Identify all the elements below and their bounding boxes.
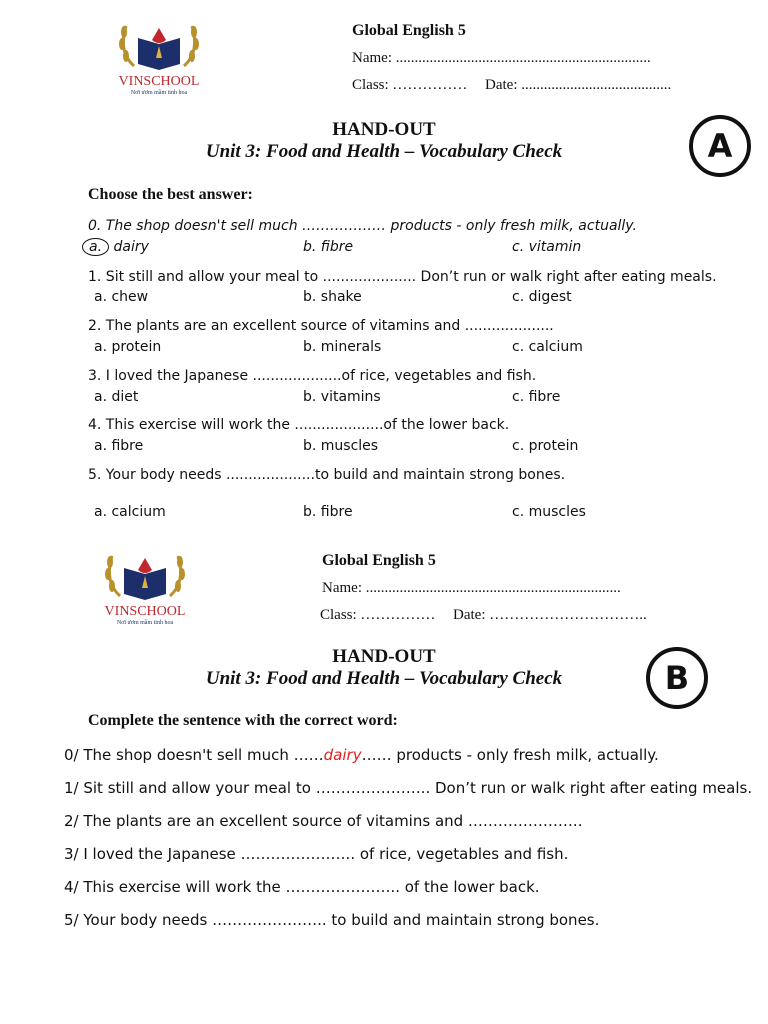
logo-tagline: Nơi ươm mầm tinh hoa [130,90,188,96]
vinschool-logo [90,548,200,628]
question-4: 4. This exercise will work the ....................of the lower back. [88,417,510,433]
option-4b[interactable]: b. muscles [303,438,379,454]
logo-tagline: Nơi ươm mầm tinh hoa [116,620,174,626]
option-1b[interactable]: b. shake [303,289,362,305]
option-3c[interactable]: c. fibre [512,389,561,405]
option-2c[interactable]: c. calcium [512,339,583,355]
sentence-5[interactable]: 5/ Your body needs ………………….. to build and maintain strong bones. [64,911,600,929]
handout-title: HAND-OUT [332,119,436,140]
option-4c[interactable]: c. protein [512,438,579,454]
option-0a[interactable] [90,239,149,255]
handout-subtitle: Unit 3: Food and Health – Vocabulary Check [205,141,563,162]
instruction-a: Choose the best answer: [88,186,253,203]
option-3a[interactable]: a. diet [94,389,139,405]
class-field[interactable]: Class: …………… [320,607,436,623]
option-3b[interactable]: b. vitamins [303,389,381,405]
option-5a[interactable]: a. calcium [94,504,166,520]
sentence-3[interactable]: 3/ I loved the Japanese ………………….. of rice, vegetables and fish. [64,845,569,863]
option-0c[interactable]: c. vitamin [512,239,582,255]
svg-text:A: A [707,127,733,165]
course-title: Global English 5 [352,22,466,39]
date-field[interactable]: Date: ………………………….. [453,607,647,623]
question-1: 1. Sit still and allow your meal to ..................... Don’t run or walk right after eating meals. [88,269,717,285]
question-5: 5. Your body needs ....................to build and maintain strong bones. [88,467,566,483]
option-4a[interactable]: a. fibre [94,438,144,454]
question-0: 0. The shop doesn't sell much ……………… products - only fresh milk, actually. [88,218,637,234]
example-answer: dairy [323,746,362,764]
sentence-0: 0/ The shop doesn't sell much ……dairy…… products - only fresh milk, actually. [64,746,659,764]
logo-wordmark: VINSCHOOL [118,74,200,89]
vinschool-logo [104,18,214,98]
option-2b[interactable]: b. minerals [303,339,382,355]
sentence-2[interactable]: 2/ The plants are an excellent source of vitamins and ………………….. [64,812,583,830]
handout-title: HAND-OUT [332,646,436,667]
option-1c[interactable]: c. digest [512,289,572,305]
option-0b[interactable]: b. fibre [303,239,354,255]
date-field[interactable]: Date: ........................................ [485,77,672,93]
instruction-b: Complete the sentence with the correct word: [88,712,398,729]
course-title: Global English 5 [322,552,436,569]
option-1a[interactable]: a. chew [94,289,149,305]
handout-subtitle: Unit 3: Food and Health – Vocabulary Check [205,668,563,689]
svg-text:B: B [664,659,690,697]
version-b-badge [645,646,709,710]
option-2a[interactable]: a. protein [94,339,162,355]
option-5b[interactable]: b. fibre [303,504,353,520]
option-5c[interactable]: c. muscles [512,504,586,520]
class-field[interactable]: Class: …………… [352,77,468,93]
name-field[interactable]: Name: .................................................................... [352,50,651,66]
selected-answer-circle: a. [82,238,109,256]
version-a-badge [688,114,752,178]
question-2: 2. The plants are an excellent source of vitamins and .................... [88,318,554,334]
logo-wordmark: VINSCHOOL [104,604,186,619]
sentence-4[interactable]: 4/ This exercise will work the ………………….. of the lower back. [64,878,540,896]
name-field[interactable]: Name: .................................................................... [322,580,621,596]
option-0a-word: dairy [113,239,149,255]
question-3: 3. I loved the Japanese ....................of rice, vegetables and fish. [88,368,537,384]
sentence-1[interactable]: 1/ Sit still and allow your meal to ………………….. Don’t run or walk right after eating meals. [64,779,753,797]
